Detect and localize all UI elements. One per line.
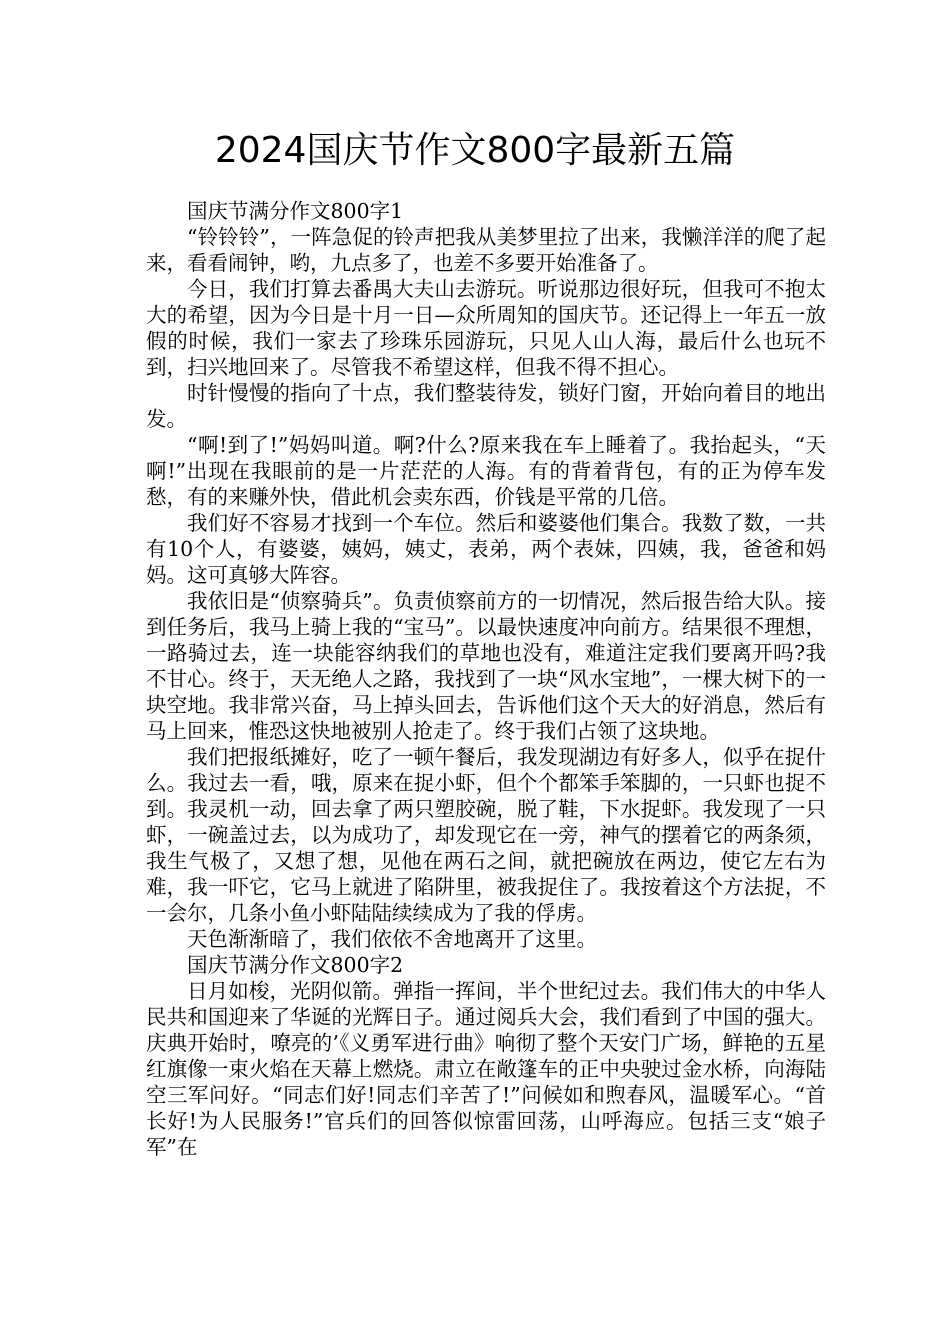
paragraph: 我们好不容易才找到一个车位。然后和婆婆他们集合。我数了数，一共有10个人，有婆婆，姨妈，姨丈，表弟，两个表妹，四姨，我，爸爸和妈妈。这可真够大阵容。 bbox=[146, 511, 826, 587]
paragraph: 我们把报纸摊好，吃了一顿午餐后，我发现湖边有好多人，似乎在捉什么。我过去一看，哦，原来在捉小虾，但个个都笨手笨脚的，一只虾也捉不到。我灵机一动，回去拿了两只塑胶碗，脱了鞋，下水捉虾。我发现了一只虾，一碗盖过去，以为成功了，却发现它在一旁，神气的摆着它的两条须，我生气极了，又想了想，见他在两石之间，就把碗放在两边，使它左右为难，我一吓它，它马上就进了陷阱里，被我捉住了。我按着这个方法捉，不一会尔，几条小鱼小虾陆陆续续成为了我的俘虏。 bbox=[146, 745, 826, 925]
section-heading-1: 国庆节满分作文800字1 bbox=[187, 199, 404, 223]
document-title: 2024国庆节作文800字最新五篇 bbox=[214, 130, 736, 171]
paragraph: 日月如梭，光阴似箭。弹指一挥间，半个世纪过去。我们伟大的中华人民共和国迎来了华诞的光辉日子。通过阅兵大会，我们看到了中国的强大。庆典开始时，嘹亮的’《义勇军进行曲》响彻了整个天安门广场，鲜艳的五星红旗像一束火焰在天幕上燃烧。肃立在敞篷车的正中央驶过金水桥，向海陆空三军问好。“同志们好!同志们辛苦了!”问候如和煦春风，温暖军心。“首长好!为人民服务!”官兵们的回答似惊雷回荡，山呼海应。包括三支“娘子军”在 bbox=[146, 979, 826, 1159]
paragraph: 时针慢慢的指向了十点，我们整装待发，锁好门窗，开始向着目的地出发。 bbox=[146, 381, 826, 431]
paragraph: “铃铃铃”，一阵急促的铃声把我从美梦里拉了出来，我懒洋洋的爬了起来，看看闹钟，哟，九点多了，也差不多要开始准备了。 bbox=[146, 225, 826, 275]
paragraph: 我依旧是“侦察骑兵”。负责侦察前方的一切情况，然后报告给大队。接到任务后，我马上骑上我的“宝马”。以最快速度冲向前方。结果很不理想，一路骑过去，连一块能容纳我们的草地也没有，难道注定我们要离开吗?我不甘心。终于，天无绝人之路，我找到了一块“风水宝地”，一棵大树下的一块空地。我非常兴奋，马上掉头回去，告诉他们这个天大的好消息，然后有马上回来，惟恐这快地被别人抢走了。终于我们占领了这块地。 bbox=[146, 589, 826, 743]
paragraph: 今日，我们打算去番禺大夫山去游玩。听说那边很好玩，但我可不抱太大的希望，因为今日是十月一日—众所周知的国庆节。还记得上一年五一放假的时候，我们一家去了珍珠乐园游玩，只见人山人海，最后什么也玩不到，扫兴地回来了。尽管我不希望这样，但我不得不担心。 bbox=[146, 277, 826, 379]
section-heading-2: 国庆节满分作文800字2 bbox=[187, 953, 404, 977]
paragraph: 天色渐渐暗了，我们依依不舍地离开了这里。 bbox=[187, 927, 597, 951]
paragraph: “啊!到了!”妈妈叫道。啊?什么?原来我在车上睡着了。我抬起头，“天啊!”出现在我眼前的是一片茫茫的人海。有的背着背包，有的正为停车发愁，有的来赚外快，借此机会卖东西，价钱是平常的几倍。 bbox=[146, 433, 826, 509]
document-body bbox=[146, 198, 826, 1160]
